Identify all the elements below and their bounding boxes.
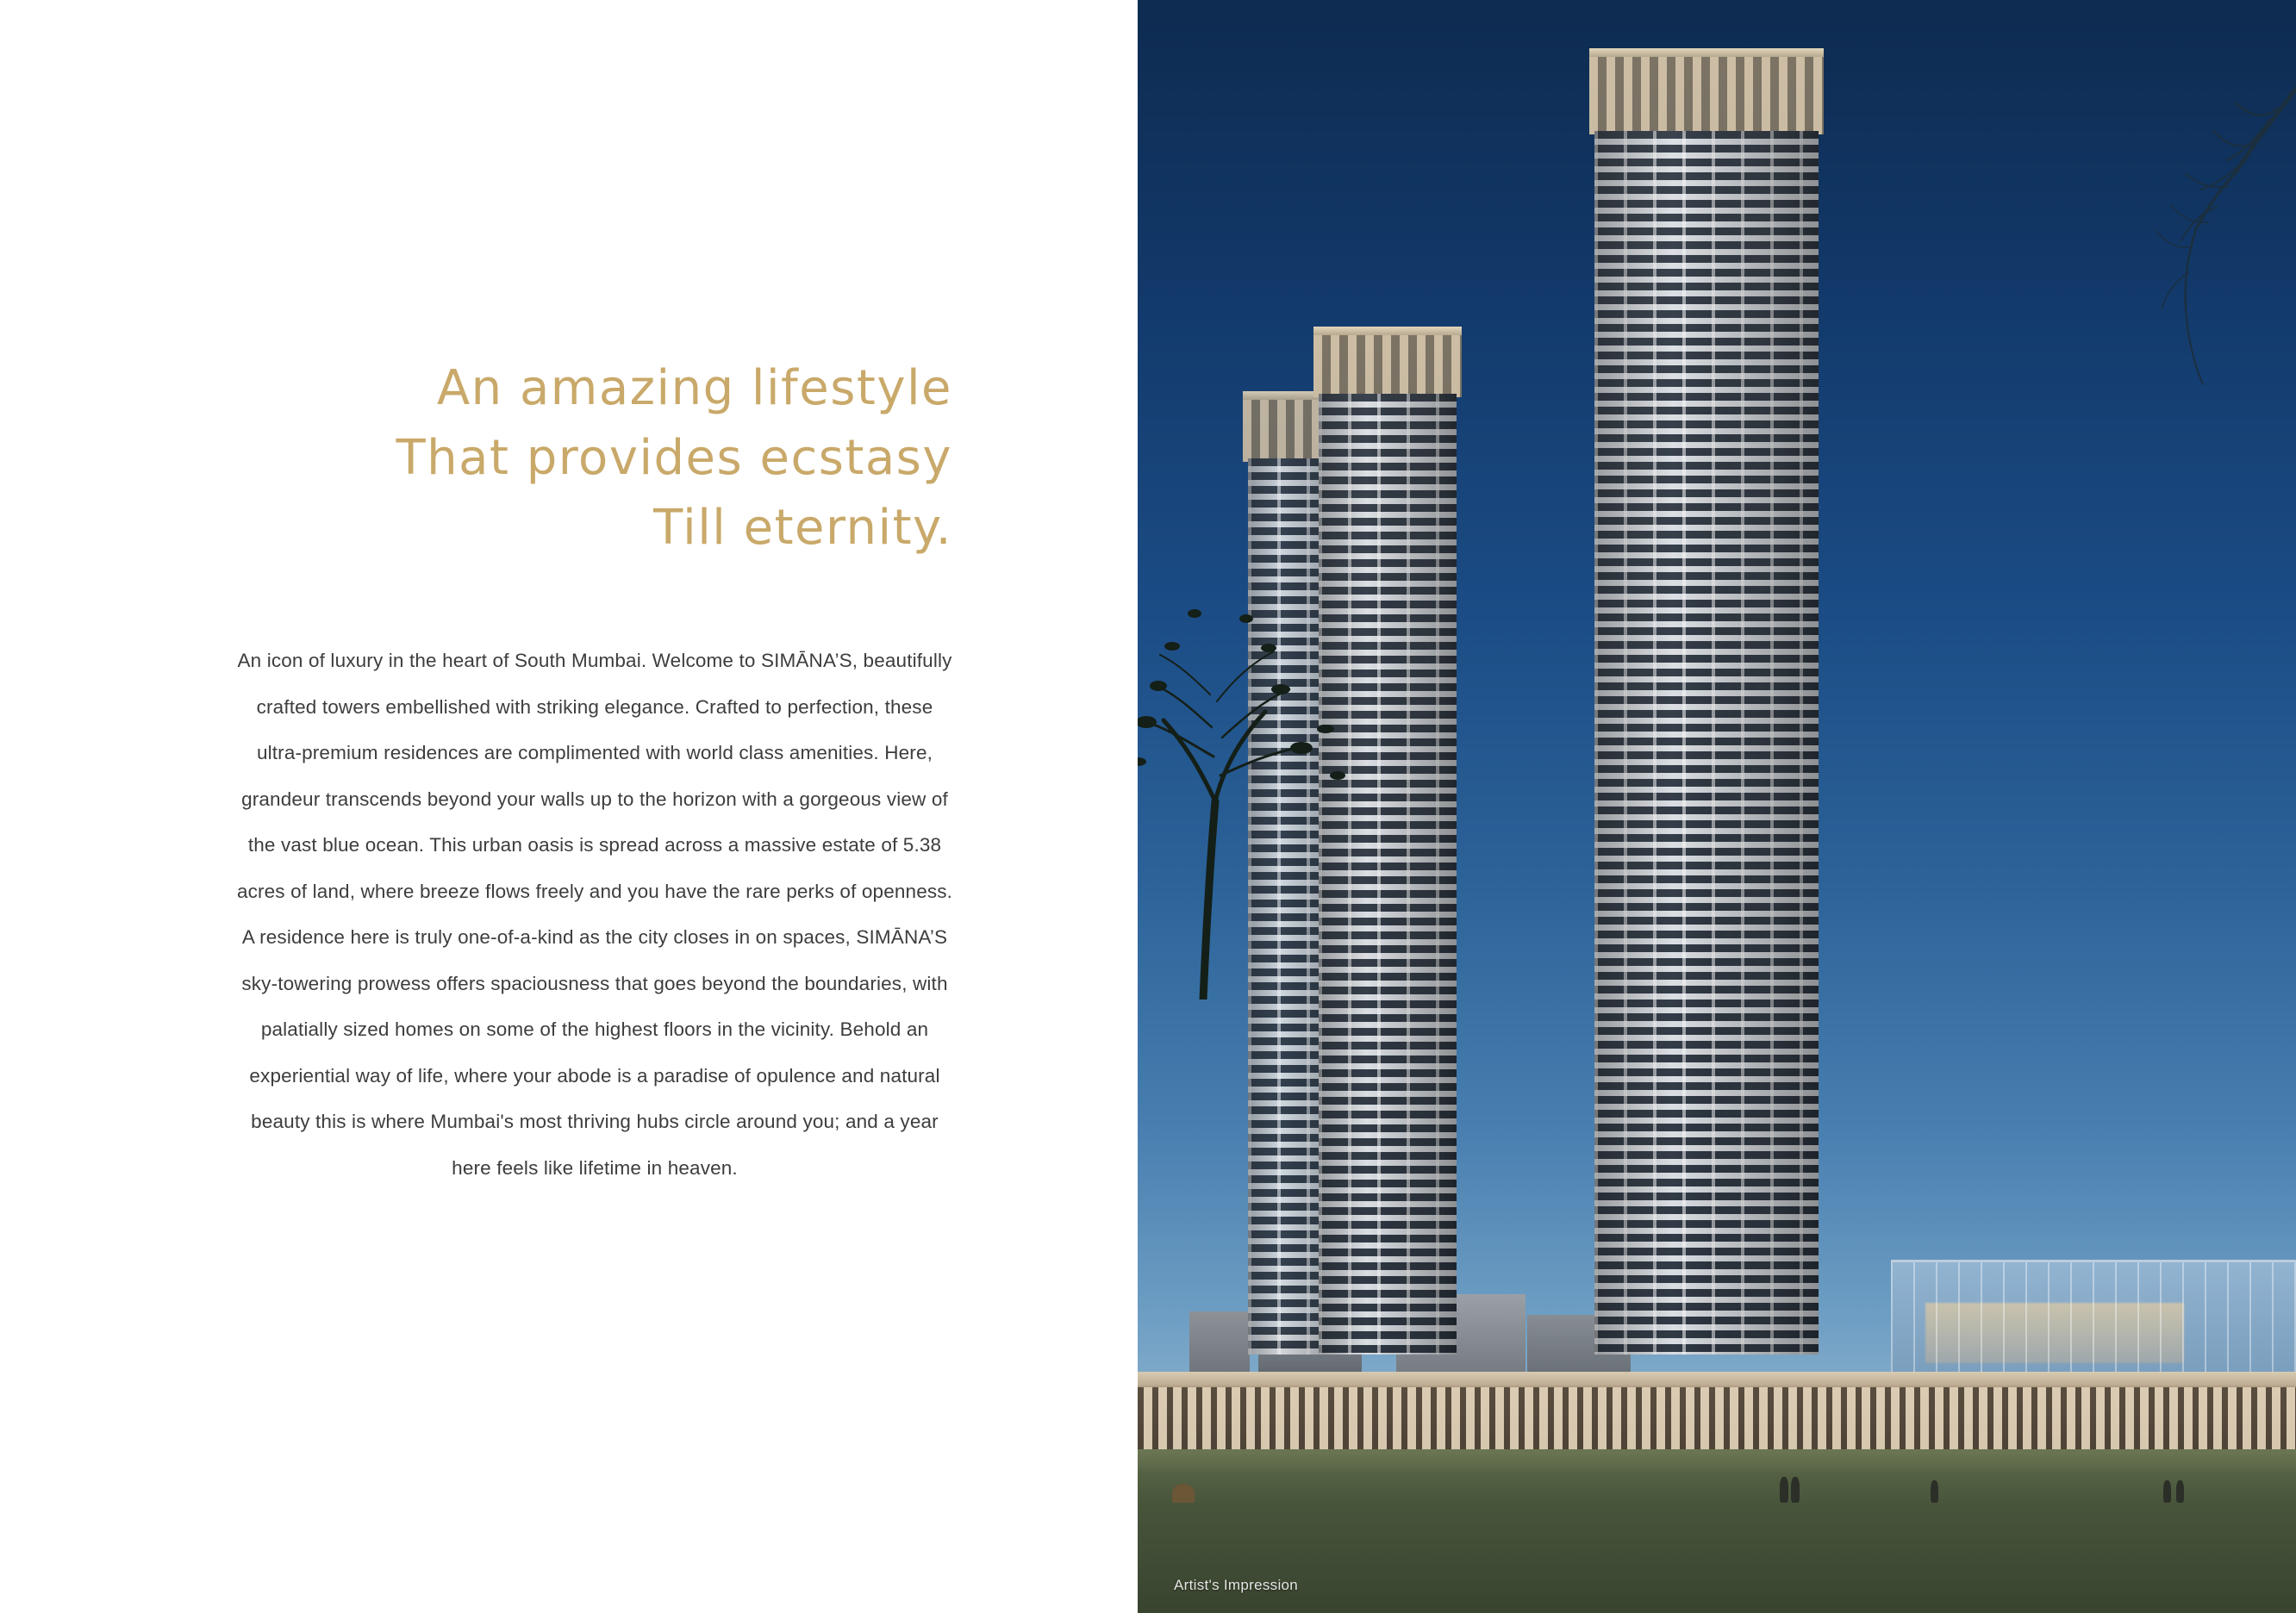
lawn-foreground <box>1138 1449 2296 1613</box>
tower-crown <box>1589 48 1824 134</box>
person-silhouette <box>1780 1477 1788 1503</box>
clubhouse-glass-block <box>1891 1260 2296 1373</box>
person-silhouette <box>1791 1477 1800 1503</box>
hero-image <box>1138 0 2296 1613</box>
clubhouse-mullions <box>1891 1262 2296 1373</box>
headline-line-1: An amazing lifestyle <box>436 360 952 416</box>
headline-line-3: Till eternity. <box>653 500 952 557</box>
person-silhouette <box>2163 1480 2171 1503</box>
tower-mid <box>1319 394 1457 1355</box>
image-caption: Artist's Impression <box>1174 1577 1299 1593</box>
body-paragraph: An icon of luxury in the heart of South Mumbai. Welcome to SIMĀNA’S, beautifully crafted towers embellished with striking elegance. Crafted to perfection, these ultra-premium residences are complimented with world class amenities. Here, grandeur transcends beyond your walls up to the horizon with a gorgeous view of the vast blue ocean. This urban oasis is spread across a massive estate of 5.38 acres of land, where breeze flows freely and you have the rare perks of openness. A residence here is truly one-of-a-kind as the city closes in on spaces, SIMĀNA’S sky-towering prowess offers spaciousness that goes beyond the boundaries, with palatially sized homes on some of the highest floors in the vicinity. Behold an experiential way of life, where your abode is a paradise of opulence and natural beauty this is where Mumbai's most thriving hubs circle around you; and a year here feels like lifetime in heaven. <box>236 650 953 1180</box>
page-headline <box>0 353 952 564</box>
tower-crown <box>1313 327 1462 397</box>
tower-shading <box>1319 394 1457 1355</box>
person-silhouette <box>1931 1480 1938 1503</box>
distant-building <box>1189 1311 1250 1372</box>
text-panel <box>0 0 1138 1613</box>
person-silhouette <box>2176 1480 2184 1503</box>
seated-person-silhouette <box>1172 1484 1195 1503</box>
tower-shading <box>1594 131 1819 1355</box>
podium-cap <box>1138 1372 2296 1386</box>
tower-main <box>1594 131 1819 1355</box>
headline-line-2: That provides ecstasy <box>396 430 952 487</box>
